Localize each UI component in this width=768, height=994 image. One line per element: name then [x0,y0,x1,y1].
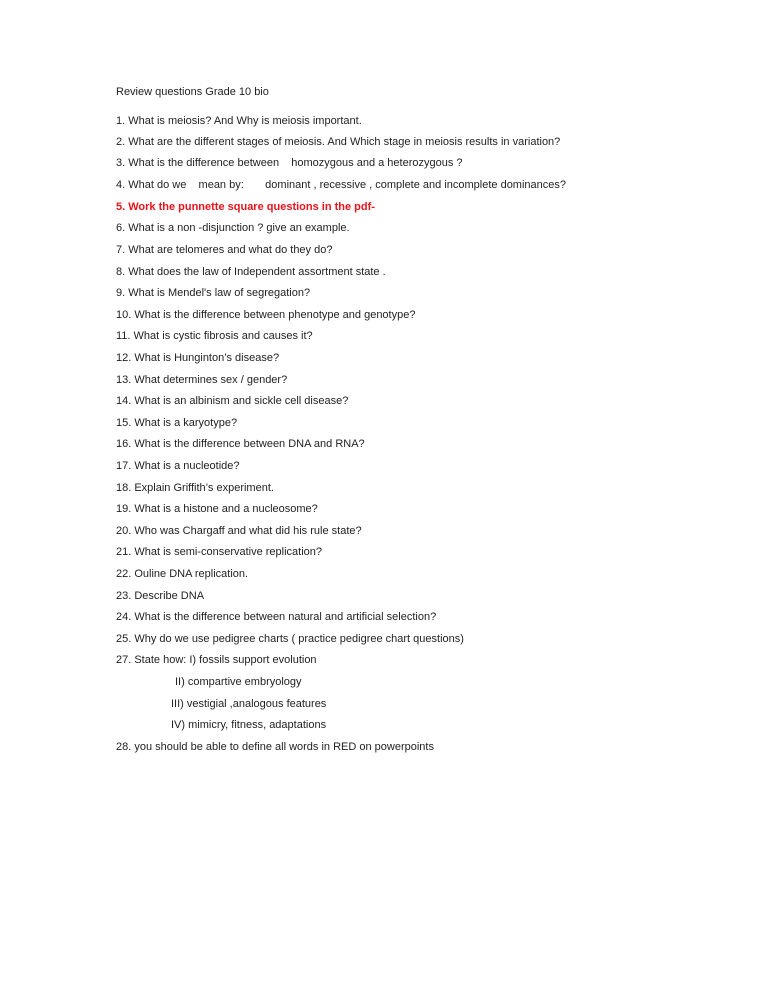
question-27-sub-ii: II) compartive embryology [175,676,302,688]
question-28: 28. you should be able to define all words in RED on powerpoints [116,741,434,753]
question-11: 11. What is cystic fibrosis and causes it? [116,330,313,342]
question-5-highlighted: 5. Work the punnette square questions in the pdf- [116,201,375,213]
question-27-sub-iii: III) vestigial ,analogous features [171,698,327,710]
question-1: 1. What is meiosis? And Why is meiosis important. [116,115,362,127]
question-7: 7. What are telomeres and what do they do? [116,244,333,256]
question-4: 4. What do we mean by: dominant , recessive , complete and incomplete dominances? [116,179,567,191]
question-9: 9. What is Mendel's law of segregation? [116,287,311,299]
question-15: 15. What is a karyotype? [116,417,238,429]
question-18: 18. Explain Griffith’s experiment. [116,482,274,494]
question-21: 21. What is semi-conservative replication? [116,546,323,558]
question-6: 6. What is a non -disjunction ? give an example. [116,222,350,234]
question-22: 22. Ouline DNA replication. [116,568,249,580]
question-19: 19. What is a histone and a nucleosome? [116,503,318,515]
question-14: 14. What is an albinism and sickle cell disease? [116,395,349,407]
question-13: 13. What determines sex / gender? [116,374,288,386]
question-10: 10. What is the difference between phenotype and genotype? [116,309,416,321]
question-20: 20. Who was Chargaff and what did his rule state? [116,525,362,537]
question-23: 23. Describe DNA [116,590,205,602]
question-12: 12. What is Hunginton’s disease? [116,352,280,364]
question-8: 8. What does the law of Independent assortment state . [116,266,386,278]
question-17: 17. What is a nucleotide? [116,460,240,472]
question-27: 27. State how: I) fossils support evolution [116,654,317,666]
document-title: Review questions Grade 10 bio [116,86,269,98]
question-25: 25. Why do we use pedigree charts ( practice pedigree chart questions) [116,633,464,645]
question-2: 2. What are the different stages of meiosis. And Which stage in meiosis results in variation? [116,136,561,148]
question-3: 3. What is the difference between homozygous and a heterozygous ? [116,157,463,169]
question-24: 24. What is the difference between natural and artificial selection? [116,611,437,623]
question-16: 16. What is the difference between DNA and RNA? [116,438,365,450]
question-27-sub-iv: IV) mimicry, fitness, adaptations [171,719,327,731]
